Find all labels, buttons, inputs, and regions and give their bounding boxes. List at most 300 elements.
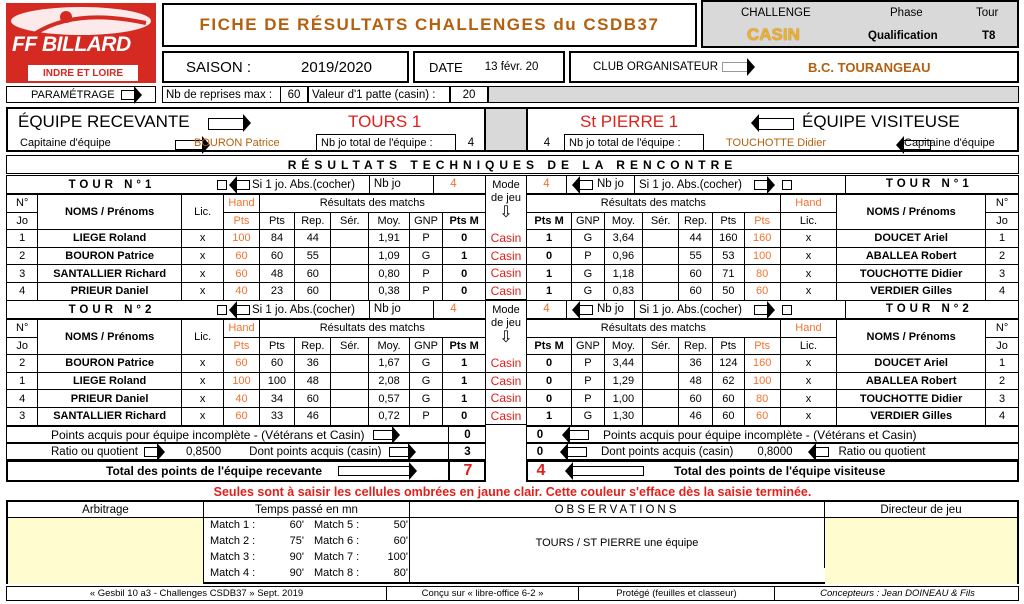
- col-rep: Rep.: [295, 337, 331, 355]
- home-captain: BOURON Patrice: [194, 137, 280, 149]
- player-lic: x: [780, 230, 836, 248]
- player-hand: 60: [224, 355, 259, 373]
- player-moy: 1,30: [604, 407, 642, 425]
- table-row: [7, 390, 486, 408]
- arrow-right-icon: [144, 447, 158, 457]
- mode-value: Casin: [486, 408, 526, 426]
- arrow-left-icon: [572, 466, 644, 476]
- away-team-name: St PIERRE 1: [580, 112, 679, 131]
- player-pts: 160: [713, 230, 745, 248]
- player-ser: [331, 265, 369, 283]
- col-gnp: GNP: [572, 337, 605, 355]
- home-results-table: [6, 194, 486, 301]
- player-gnp: G: [409, 372, 443, 390]
- logo-name: FF BILLARD: [12, 33, 131, 56]
- player-gnp: G: [572, 407, 605, 425]
- results-title: RÉSULTATS TECHNIQUES DE LA RENCONTRE: [6, 155, 1019, 174]
- footer-gesbil: « Gesbil 10 a3 - Challenges CSDB37 » Sept. 2019: [7, 587, 387, 600]
- nbjo-label: Nb jo: [597, 301, 635, 318]
- arrow-right-icon: [754, 305, 768, 315]
- col-gnp: GNP: [409, 337, 443, 355]
- match-label: Match 3 :: [210, 551, 256, 563]
- col-lic: Lic.: [181, 195, 224, 230]
- player-name: LIEGE Roland: [38, 372, 181, 390]
- col-noms: NOMS / Prénoms: [837, 195, 986, 230]
- player-ptsm: 0: [443, 407, 486, 425]
- incomplete-away-value: 0: [536, 428, 544, 441]
- player-name: VERDIER Gilles: [837, 282, 986, 300]
- notice: Seules sont à saisir les cellules ombrées en jaune clair. Cette couleur s'efface dès la saisie terminée.: [213, 484, 812, 499]
- player-moy: 1,18: [604, 265, 642, 283]
- player-ptsm: 1: [443, 372, 486, 390]
- mode-value: Casin: [486, 390, 526, 408]
- abs-label: Si 1 jo. Abs.(cocher): [252, 303, 355, 316]
- col-noms: NOMS / Prénoms: [38, 195, 181, 230]
- col-noms: NOMS / Prénoms: [837, 320, 986, 355]
- player-rep: 60: [295, 390, 331, 408]
- dont-away-label: Dont points acquis (casin): [601, 445, 734, 458]
- player-rep: 48: [679, 372, 713, 390]
- table-row: [7, 282, 486, 300]
- tour-header-away: [526, 300, 1019, 319]
- player-rep: 60: [679, 265, 713, 283]
- match-label: Match 6 :: [314, 535, 360, 547]
- home-nbjo-label: Nb jo total de l'équipe :: [321, 137, 433, 149]
- tour-header-home: [6, 175, 486, 194]
- nbjo-value: 4: [433, 176, 473, 193]
- col-jo: Jo: [7, 337, 38, 355]
- arrow-left-icon: [758, 118, 794, 130]
- player-ser: [643, 372, 679, 390]
- player-hand: 60: [224, 407, 259, 425]
- player-gnp: G: [409, 390, 443, 408]
- arrow-left-icon: [569, 430, 589, 440]
- directeur-label: Directeur de jeu: [825, 502, 1017, 518]
- col-hand-pts: Pts: [744, 212, 780, 230]
- table-row: [527, 230, 1019, 248]
- table-row: [527, 247, 1019, 265]
- player-moy: 2,08: [369, 372, 409, 390]
- player-gnp: G: [409, 247, 443, 265]
- col-ptsm: Pts M: [443, 337, 486, 355]
- player-moy: 1,00: [604, 390, 642, 408]
- arrow-left-icon: [236, 180, 250, 190]
- col-moy: Moy.: [369, 212, 409, 230]
- absent-checkbox[interactable]: [217, 180, 227, 190]
- col-moy: Moy.: [369, 337, 409, 355]
- player-pts: 23: [259, 282, 295, 300]
- away-captain: TOUCHOTTE Didier: [726, 137, 827, 149]
- player-ser: [331, 355, 369, 373]
- absent-checkbox[interactable]: [782, 305, 792, 315]
- phase-value: Qualification: [868, 30, 938, 42]
- table-row: [7, 230, 486, 248]
- club-label: CLUB ORGANISATEUR: [593, 61, 719, 73]
- player-pts: 60: [713, 390, 745, 408]
- player-name: BOURON Patrice: [38, 355, 181, 373]
- home-nbjo: 4: [467, 137, 475, 149]
- ratio-home-value: 0,8500: [185, 445, 222, 458]
- arrow-left-icon: [236, 305, 250, 315]
- player-ser: [331, 247, 369, 265]
- player-gnp: P: [572, 355, 605, 373]
- absent-checkbox[interactable]: [782, 180, 792, 190]
- arbitrage-field[interactable]: [8, 518, 204, 584]
- tour-title: TOUR N°1: [68, 178, 156, 191]
- match-time: 80': [393, 567, 408, 579]
- match-time: 60': [289, 519, 304, 531]
- arrow-right-icon: [754, 180, 768, 190]
- player-name: PRIEUR Daniel: [38, 390, 181, 408]
- dont-home-value: 3: [448, 443, 486, 460]
- home-captain-label: Capitaine d'équipe: [20, 137, 111, 149]
- player-lic: x: [181, 282, 224, 300]
- arrow-right-icon: [389, 447, 409, 457]
- col-no: N°: [7, 195, 38, 213]
- player-moy: 1,67: [369, 355, 409, 373]
- player-moy: 0,57: [369, 390, 409, 408]
- away-results-table: [526, 319, 1019, 426]
- player-name: DOUCET Ariel: [837, 355, 986, 373]
- player-rep: 44: [295, 230, 331, 248]
- incomplete-home-label: Points acquis pour équipe incomplète - (Vétérans et Casin): [51, 427, 365, 442]
- match-label: Match 7 :: [314, 551, 360, 563]
- incomplete-away-row: [526, 426, 1019, 443]
- col-rep: Rep.: [679, 337, 713, 355]
- col-ptsm: Pts M: [527, 212, 572, 230]
- player-moy: 0,80: [369, 265, 409, 283]
- tour-header-home: [6, 300, 486, 319]
- player-rep: 60: [679, 390, 713, 408]
- player-pts: 71: [713, 265, 745, 283]
- col-hand: Hand: [780, 320, 836, 338]
- col-lic: Lic.: [780, 337, 836, 355]
- player-gnp: P: [409, 407, 443, 425]
- saison-label: SAISON :: [186, 58, 252, 76]
- table-row: [7, 355, 486, 373]
- player-no: 4: [7, 282, 38, 300]
- observations-text: TOURS / ST PIERRE une équipe: [410, 518, 825, 568]
- match-label: Match 5 :: [314, 519, 360, 531]
- player-no: 2: [986, 247, 1019, 265]
- away-results-table: [526, 194, 1019, 301]
- player-hand: 80: [744, 390, 780, 408]
- player-ptsm: 1: [443, 355, 486, 373]
- col-hand-pts: Pts: [744, 337, 780, 355]
- abs-label: Si 1 jo. Abs.(cocher): [252, 178, 355, 191]
- total-away-value: 4: [536, 462, 546, 479]
- match-label: Match 1 :: [210, 519, 256, 531]
- player-rep: 46: [679, 407, 713, 425]
- param-filler: [488, 86, 1019, 103]
- dont-home-label: Dont points acquis (casin): [249, 445, 382, 458]
- away-captain-label: Capitaine d'équipe: [904, 137, 995, 149]
- player-gnp: P: [409, 230, 443, 248]
- player-hand: 100: [224, 230, 259, 248]
- player-moy: 0,83: [604, 282, 642, 300]
- directeur-field[interactable]: [825, 518, 1017, 584]
- player-hand: 100: [744, 247, 780, 265]
- mode-label: Mode de jeu: [491, 304, 521, 329]
- arrow-left-icon: [815, 447, 829, 457]
- table-row: [7, 372, 486, 390]
- mode-value: Casin: [486, 373, 526, 391]
- player-no: 3: [7, 407, 38, 425]
- tour-header-away: [526, 175, 1019, 194]
- player-hand: 40: [224, 390, 259, 408]
- away-team-box: [526, 107, 1019, 152]
- player-gnp: G: [572, 282, 605, 300]
- player-lic: x: [181, 390, 224, 408]
- arrow-right-icon: [722, 62, 748, 72]
- player-gnp: P: [572, 390, 605, 408]
- player-name: TOUCHOTTE Didier: [837, 390, 986, 408]
- arrow-right-icon: [121, 90, 135, 100]
- player-ptsm: 1: [527, 265, 572, 283]
- match-time: 75': [289, 535, 304, 547]
- incomplete-away-label: Points acquis pour équipe incomplète - (Vétérans et Casin): [603, 427, 917, 442]
- nbjo-label: Nb jo: [369, 176, 433, 193]
- player-pts: 48: [259, 265, 295, 283]
- col-ser: Sér.: [331, 212, 369, 230]
- col-hand-pts: Pts: [224, 212, 259, 230]
- player-hand: 160: [744, 230, 780, 248]
- mode-value: Casin: [486, 355, 526, 373]
- ratio-home-row: [6, 443, 486, 460]
- arrow-left-icon: [567, 447, 587, 457]
- player-ser: [331, 282, 369, 300]
- player-lic: x: [780, 355, 836, 373]
- table-row: [527, 390, 1019, 408]
- nbjo-value: 4: [433, 301, 473, 318]
- total-home-value: 7: [448, 460, 486, 482]
- patte-label: Valeur d'1 patte (casin) :: [312, 88, 436, 101]
- col-jo: Jo: [986, 337, 1019, 355]
- player-rep: 36: [295, 355, 331, 373]
- saison-value: 2019/2020: [301, 58, 372, 76]
- match-label: Match 2 :: [210, 535, 256, 547]
- player-hand: 60: [224, 265, 259, 283]
- player-moy: 1,29: [604, 372, 642, 390]
- nbjo-label: Nb jo: [597, 176, 635, 193]
- player-rep: 60: [679, 282, 713, 300]
- col-hand-pts: Pts: [224, 337, 259, 355]
- incomplete-home-value: 0: [448, 426, 486, 443]
- date-box: [413, 51, 565, 83]
- nbjo-value: 4: [527, 301, 567, 318]
- match-time: 60': [393, 535, 408, 547]
- player-hand: 160: [744, 355, 780, 373]
- col-hand: Hand: [224, 320, 259, 338]
- away-label: ÉQUIPE VISITEUSE: [802, 112, 960, 131]
- player-no: 4: [986, 407, 1019, 425]
- page-title: FICHE DE RÉSULTATS CHALLENGES du CSDB37: [162, 3, 697, 47]
- col-no: N°: [986, 320, 1019, 338]
- patte-box: [308, 86, 450, 103]
- player-ser: [331, 230, 369, 248]
- player-pts: 84: [259, 230, 295, 248]
- player-name: ABALLEA Robert: [837, 247, 986, 265]
- player-moy: 0,38: [369, 282, 409, 300]
- player-rep: 48: [295, 372, 331, 390]
- col-jo: Jo: [7, 212, 38, 230]
- reprises-label: Nb de reprises max :: [166, 88, 273, 101]
- col-ser: Sér.: [643, 337, 679, 355]
- player-name: BOURON Patrice: [38, 247, 181, 265]
- mode-value: Casin: [486, 283, 526, 301]
- ratio-away-value: 0,8000: [757, 445, 793, 458]
- reprises-value: 60: [280, 86, 308, 103]
- absent-checkbox[interactable]: [217, 305, 227, 315]
- table-row: [7, 407, 486, 425]
- temps-label: Temps passé en mn: [204, 502, 410, 518]
- player-lic: x: [181, 407, 224, 425]
- table-row: [527, 265, 1019, 283]
- col-gnp: GNP: [572, 212, 605, 230]
- player-name: LIEGE Roland: [38, 230, 181, 248]
- ratio-away-label: Ratio ou quotient: [838, 445, 926, 458]
- player-lic: x: [181, 265, 224, 283]
- player-ptsm: 0: [527, 355, 572, 373]
- player-pts: 33: [259, 407, 295, 425]
- player-ser: [643, 282, 679, 300]
- col-jo: Jo: [986, 212, 1019, 230]
- col-rep: Rep.: [295, 212, 331, 230]
- arrow-right-icon: [208, 118, 244, 130]
- col-hand: Hand: [224, 195, 259, 213]
- observations-label: OBSERVATIONS: [410, 502, 825, 518]
- arrow-down-icon: ⇩: [499, 204, 513, 221]
- player-rep: 44: [679, 230, 713, 248]
- col-ser: Sér.: [331, 337, 369, 355]
- arrow-right-icon: [338, 466, 410, 476]
- col-pts: Pts: [713, 337, 745, 355]
- total-home-row: [6, 460, 486, 482]
- col-lic: Lic.: [780, 212, 836, 230]
- player-no: 1: [7, 372, 38, 390]
- mode-value: Casin: [486, 265, 526, 283]
- player-ser: [643, 390, 679, 408]
- player-name: SANTALLIER Richard: [38, 265, 181, 283]
- patte-value: 20: [450, 86, 488, 103]
- player-ptsm: 1: [527, 282, 572, 300]
- tour-value: T8: [982, 30, 996, 42]
- player-rep: 36: [679, 355, 713, 373]
- incomplete-home-row: [6, 426, 486, 443]
- match-label: Match 8 :: [314, 567, 360, 579]
- table-row: [527, 355, 1019, 373]
- table-row: [7, 265, 486, 283]
- player-name: TOUCHOTTE Didier: [837, 265, 986, 283]
- player-ser: [643, 247, 679, 265]
- param-box: [6, 86, 156, 103]
- away-nbjo-box: [564, 134, 704, 152]
- challenge-value: CASIN: [747, 25, 800, 44]
- player-pts: 100: [259, 372, 295, 390]
- player-pts: 60: [259, 247, 295, 265]
- player-ser: [643, 407, 679, 425]
- player-ptsm: 1: [527, 230, 572, 248]
- player-name: SANTALLIER Richard: [38, 407, 181, 425]
- player-hand: 60: [744, 282, 780, 300]
- tour-title: TOUR N°2: [845, 301, 1018, 318]
- date-value: 13 févr. 20: [484, 61, 539, 73]
- col-lic: Lic.: [181, 320, 224, 355]
- player-ser: [643, 265, 679, 283]
- col-rep: Rep.: [679, 212, 713, 230]
- club-value: B.C. TOURANGEAU: [808, 59, 931, 75]
- match-time: 90': [289, 567, 304, 579]
- player-moy: 0,72: [369, 407, 409, 425]
- player-ptsm: 0: [527, 247, 572, 265]
- player-name: ABALLEA Robert: [837, 372, 986, 390]
- mode-value: Casin: [486, 230, 526, 248]
- player-pts: 62: [713, 372, 745, 390]
- player-ser: [643, 355, 679, 373]
- club-box: [569, 51, 1019, 83]
- footer-concepteurs: Concepteurs : Jean DOINEAU & Fils: [820, 588, 975, 599]
- col-moy: Moy.: [604, 212, 642, 230]
- away-nbjo: 4: [543, 137, 551, 149]
- matches-grid: [204, 518, 410, 584]
- footer: [6, 586, 1019, 601]
- col-no: N°: [7, 320, 38, 338]
- player-ser: [643, 230, 679, 248]
- table-row: [7, 247, 486, 265]
- challenge-label: CHALLENGE: [741, 7, 811, 19]
- player-rep: 60: [295, 282, 331, 300]
- nbjo-value: 4: [527, 176, 567, 193]
- arrow-left-icon: [579, 305, 593, 315]
- player-hand: 40: [224, 282, 259, 300]
- player-ptsm: 0: [527, 372, 572, 390]
- table-row: [527, 282, 1019, 300]
- player-name: VERDIER Gilles: [837, 407, 986, 425]
- player-moy: 3,44: [604, 355, 642, 373]
- col-pts: Pts: [259, 337, 295, 355]
- player-rep: 46: [295, 407, 331, 425]
- saison-box: [162, 51, 409, 83]
- player-name: PRIEUR Daniel: [38, 282, 181, 300]
- footer-protege: Protégé (feuilles et classeur): [579, 587, 775, 600]
- player-no: 3: [986, 265, 1019, 283]
- player-pts: 60: [713, 407, 745, 425]
- tour-title: TOUR N°1: [845, 176, 1018, 193]
- col-pts: Pts: [259, 212, 295, 230]
- match-label: Match 4 :: [210, 567, 256, 579]
- player-hand: 60: [744, 407, 780, 425]
- player-ptsm: 0: [443, 230, 486, 248]
- player-ptsm: 0: [527, 390, 572, 408]
- table-row: [527, 372, 1019, 390]
- player-lic: x: [780, 390, 836, 408]
- table-row: [527, 407, 1019, 425]
- col-noms: NOMS / Prénoms: [38, 320, 181, 355]
- ratio-home-label: Ratio ou quotient: [51, 445, 138, 458]
- bottom-box: [6, 500, 1019, 584]
- match-time: 50': [393, 519, 408, 531]
- col-no: N°: [986, 195, 1019, 213]
- player-ser: [331, 407, 369, 425]
- player-ptsm: 0: [443, 265, 486, 283]
- match-time: 100': [387, 551, 408, 563]
- player-moy: 1,91: [369, 230, 409, 248]
- footer-libreoffice: Conçu sur « libre-office 6-2 »: [387, 587, 579, 600]
- player-rep: 55: [295, 247, 331, 265]
- player-pts: 34: [259, 390, 295, 408]
- player-gnp: P: [409, 265, 443, 283]
- player-pts: 124: [713, 355, 745, 373]
